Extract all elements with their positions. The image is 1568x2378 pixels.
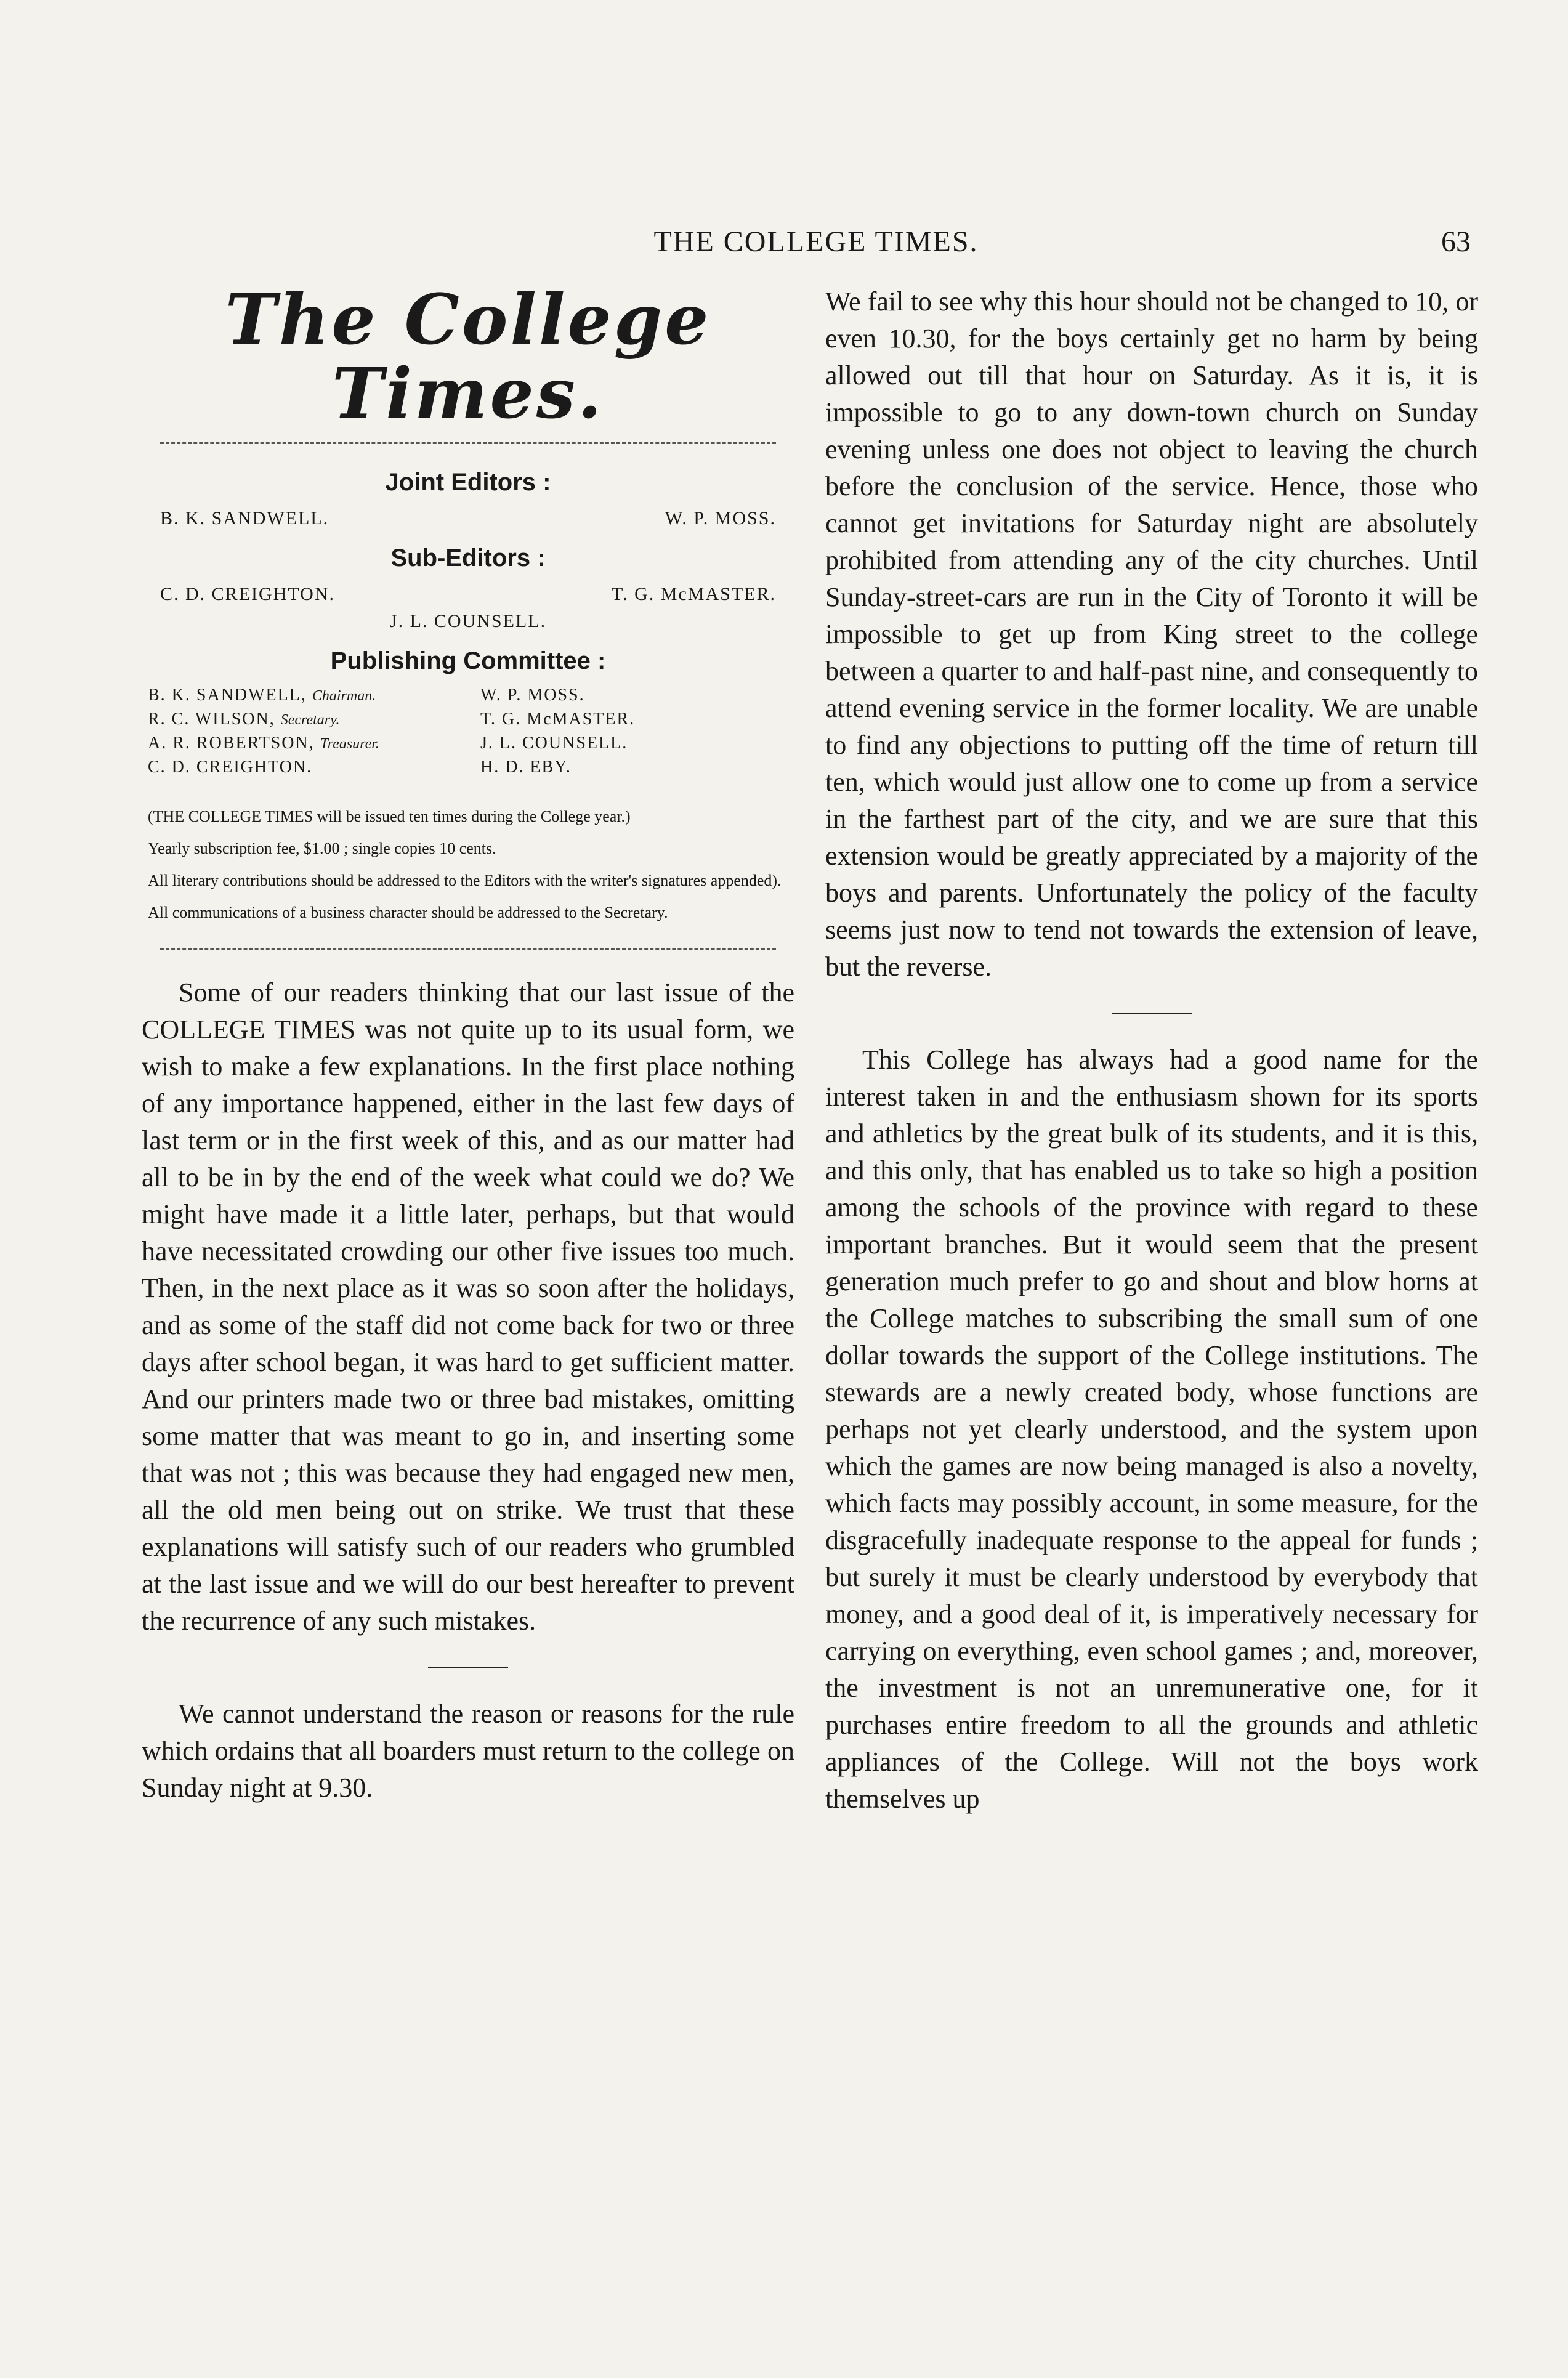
sub-editor-name: J. L. COUNSELL. — [389, 611, 547, 631]
sub-editors-heading: Sub-Editors : — [390, 544, 546, 572]
joint-editors — [142, 505, 794, 532]
editorial-athletics: This College has always had a good name for the interest taken in and the enthusiasm shown for its sports and athletics by the great bulk of its students, and it is this, and this only, that has enabled us to take so high a position among the schools of the province with regard to these important branches. But it would seem that the present generation much prefer to go and shout and blow horns at the College matches to subscribing the small sum of one dollar towards the support of the College institutions. The stewards are a newly created body, whose functions are perhaps not yet clearly understood, and the system upon which the games are now being managed is also a novelty, which facts may possibly account, in some measure, for the disgracefully inadequate response to the appeal for funds ; but surely it must be clearly understood by everybody that money, and a good deal of it, is imperatively necessary for carrying on everything, even school games ; and, moreover, the investment is not an unremunerative one, for it purchases entire freedom to all the grounds and athletic appliances of the College. Will not the boys work themselves up — [825, 1045, 1478, 1814]
section-rule — [160, 948, 776, 950]
committee-member — [480, 684, 788, 708]
right-column — [825, 283, 1478, 1818]
editor-name: B. K. SANDWELL. — [160, 508, 329, 528]
member-name: B. K. SANDWELL, — [148, 685, 307, 705]
left-column — [142, 280, 794, 1806]
committee-member — [480, 708, 788, 732]
editorial-sunday-rule-continued: We fail to see why this hour should not be changed to 10, or even 10.30, for the boys certainly get no harm by being allowed out till that hour on Saturday. As it is, it is impossible to go to any down-town church on Sunday evening unless one does not object to leaving the church before the conclusion of the service. Hence, those who cannot get invitations for Saturday night are absolutely prohibited from attending any of the city churches. Until Sunday-street-cars are run in the City of Toronto it will be impossible to get up from King street to the college between a quarter to and half-past nine, and consequently to attend evening service in the former locality. We are unable to find any objections to putting off the time of return till ten, which would just allow one to come up from a service in the farthest part of the city, and we are sure that this extension would be greatly appreciated by a majority of the boys and parents. Unfortunately the policy of the faculty seems just now to tend not towards the extension of leave, but the reverse. — [825, 286, 1478, 982]
running-title: THE COLLEGE TIMES. — [653, 225, 979, 258]
editorial-sunday-rule: We cannot understand the reason or reasons for the rule which ordains that all boarders must return to the college on Sunday night at 9.30. — [142, 1699, 794, 1803]
masthead-title: The College Times. — [225, 280, 711, 434]
member-name: T. G. McMASTER. — [480, 710, 636, 729]
editorial-explanations: Some of our readers thinking that our last issue of the COLLEGE TIMES was not quite up to its usual form, we wish to make a few explanations. In the first place nothing of any importance happened, either in the last few days of last term or in the first week of this, and as our matter had all to be in by the end of the week what could we do? We might have made it a little later, perhaps, but that would have necessitated crowding our other five issues too much. Then, in the next place as it was so soon after the holidays, and as some of the staff did not come back for two or three days after school began, it was hard to get sufficient matter. And our printers made two or three bad mistakes, omitting some matter that was meant to go in, and inserting some that was not ; this was because they had engaged new men, all the old men being out on strike. We trust that these explanations will satisfy such of our readers who grumbled at the last issue and we will do our best hereafter to prevent the recurrence of any such mistakes. — [142, 977, 794, 1636]
member-name: R. C. WILSON, — [148, 710, 275, 729]
sub-editor-name: T. G. McMASTER. — [612, 584, 776, 604]
committee-member — [148, 684, 456, 708]
masthead-rule — [160, 442, 776, 444]
committee-member — [148, 756, 456, 779]
sub-editors-row — [142, 608, 794, 635]
page-number: 63 — [1441, 225, 1471, 258]
joint-editors-heading: Joint Editors : — [385, 469, 551, 496]
member-role: Treasurer. — [320, 736, 379, 752]
committee-member — [480, 756, 788, 779]
committee-member — [148, 708, 456, 732]
editor-name: W. P. MOSS. — [665, 508, 776, 528]
notice-business: All communications of a business character should be addressed to the Secretary. — [148, 904, 668, 921]
notice-subscription: Yearly subscription fee, $1.00 ; single copies 10 cents. — [148, 839, 496, 857]
committee-heading: Publishing Committee : — [330, 647, 606, 674]
sub-editors-row — [142, 581, 794, 608]
member-name: J. L. COUNSELL. — [480, 734, 628, 753]
member-role: Chairman. — [312, 688, 376, 704]
notice-contributions: All literary contributions should be addressed to the Editors with the writer's signatures appended). — [148, 872, 782, 889]
member-name: H. D. EBY. — [480, 758, 572, 777]
article-separator — [428, 1667, 508, 1668]
member-name: C. D. CREIGHTON. — [148, 758, 313, 777]
committee-member — [148, 732, 456, 756]
member-name: A. R. ROBERTSON, — [148, 734, 315, 753]
notice-issues: (THE COLLEGE TIMES will be issued ten times during the College year.) — [148, 807, 631, 825]
committee-member — [480, 732, 788, 756]
member-name: W. P. MOSS. — [480, 685, 585, 705]
sub-editor-name: C. D. CREIGHTON. — [160, 584, 335, 604]
committee-list — [142, 684, 794, 779]
member-role: Secretary. — [280, 712, 340, 728]
article-separator — [1112, 1013, 1192, 1014]
